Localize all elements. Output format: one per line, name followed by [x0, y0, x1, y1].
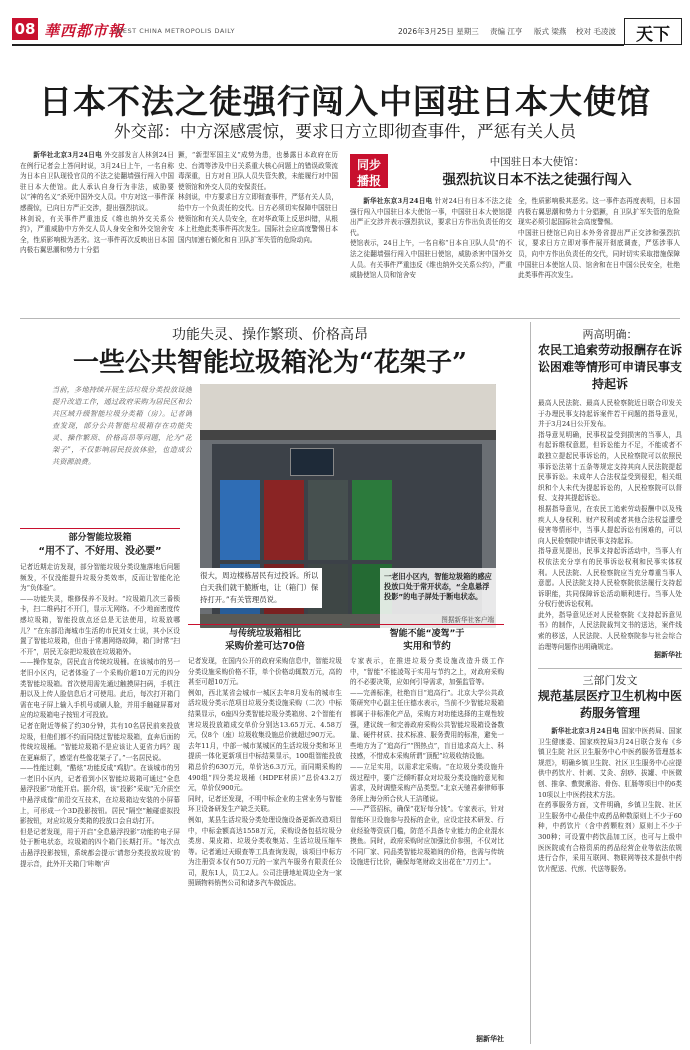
- proof-credit: 校对 毛凌波: [576, 27, 616, 36]
- title-tcm: 规范基层医疗卫生机构中医药服务管理: [538, 689, 683, 720]
- sec2-body: [188, 656, 342, 1044]
- divider: [538, 668, 682, 669]
- summary-text: 当前，多地持续开展生活垃圾分类投放设施提升改造工作，通过政府采购为居民区和公共区域升级智能垃圾分类箱（房）。记者调查发现，部分公共智能垃圾箱存在功能失灵、操作繁琐、价格高昂等问题，沦为“花架子”，不仅影响居民投放体验，也造成公共资源浪费。: [52, 385, 192, 466]
- editor-credit: 责编 江亨: [490, 27, 523, 36]
- designer-credit: 版式 梁燕: [534, 27, 567, 36]
- story1-column-1: [20, 150, 174, 310]
- body-text: 记者发现，在国内公开的政府采购信息中，智能垃圾分类设施采购价格不菲，单个价格动辄数万元，高的甚至可超10万元。 例如，西北某省会城市一城区去年8月发布的城市生活垃圾分类示范项目垃圾分类设施采购（二次）中标结果显示，6座四分类智能垃圾分类箱房、2个智能有害垃圾投放箱成交单价分别达13.65万元、4.58万元，仅8个（座）垃圾收集设施总价就超过90万元。 去年11月，中部一城市某城区的生活垃圾分类和环卫提质一体化更新项目中标结果显示，100组智能投放箱总价约630万元，单价达6.3万元，而同期采购的490组“四分类垃圾桶（HDPE材质）”总价43.2万元，单价仅900元。 同时，记者还发现，不明中标企业的主营业务与智能环卫设备研发生产缺乏关联。 例如，某县生活垃圾分类处理设施设备更新改造项目中，中标金额高达1558万元，采购设备包括垃圾分类房、果皮箱、垃圾分类收集站、生活垃圾压缩车等。记者通过天眼查等工具查询发现，该项目中标方为注册资本仅有50万元的一家汽车服务有限责任公司，股东1人，员工2人。公司注册地址周边全为一家照顾物料销售公司和诸多汽车做饭店。: [188, 657, 342, 888]
- bin-screen: [290, 448, 334, 476]
- dateline: 新华社东京3月24日电: [363, 197, 433, 205]
- body-text: 专家表示，在推进垃圾分类设施改造升级工作中，“智能”不能凌驾于实用与节约之上，对政府采购的不必要决策，应如何引导需求，加强监管等。 ——完善标准，杜绝盲目“追高行”。北京大学公共政策研究中心副主任庄德水表示，当前不少智能垃圾箱都属于非标准化产品，采购方对功能选择的主观性较强，建议统一和完善政府采购公共智能垃圾箱设备数量、硬件材质、技术标准、服务费用的标准，避免一些地方为了“追高行”“图热点”，盲目追求高大上、科技感，不惜成本采购所谓“顶配”垃圾收纳设施。 ——立足实用，以需求定采购。“在垃圾分类设施升级过程中，要广泛倾听群众对垃圾分类设施的意见和需求，及时调整采购产品类型。”北京天驰君泰律师事务所上海分所合伙人王洁瑾说。 ——严管招标，确保“花好每分钱”。专家表示，针对智能环卫设施参与投标的企业，应设定技术研发、行业经验等资质门槛，防范不具备专业能力的企业混水摸鱼。同时，政府采购时应加强比价参照，不仅对比不同厂家、同品类智能垃圾箱间的价格，也需与传统设施进行比价，确保每笔财政支出花在“刀刃上”。: [350, 657, 504, 867]
- story-tcm: [534, 670, 686, 1046]
- sec2-label: 与传统垃圾箱相比: [228, 629, 301, 639]
- sec3-body: [350, 656, 504, 1032]
- tag-line-2: 播报: [356, 174, 381, 188]
- divider: [20, 318, 680, 319]
- dateline: 新华社北京3月24日电: [33, 151, 102, 159]
- newspaper-logo: 華西都市報: [44, 22, 125, 40]
- body-text: 獗，“新型军国主义”成势为患，也暴露日本政府在历史、台湾等涉及中日关系重大核心问题上的错误政策流毒深重，日方对自卫队人员失管失教，未能履行对中国使领馆和外交人员的安保责任。 林剑说，中方要求日方立即彻查事件，严惩有关人员，给中方一个负责任的交代。日方必须切实保障中国驻日使领馆和有关人员安全，在对华政策上反思纠错，从根本上杜绝此类事件再次发生。国际社会应高度警惕日本国内加速右倾化和自卫队扩军失管的危险动向。: [178, 151, 338, 244]
- headline-trash: 一些公共智能垃圾箱沦为“花架子”: [73, 348, 467, 378]
- photo-roof: [200, 430, 496, 440]
- page-number: 08: [14, 20, 36, 38]
- bin-panel: [220, 480, 260, 560]
- credit-end: 据新华社: [476, 1035, 504, 1043]
- photo-caption: 一老旧小区内，智能垃圾箱的感应投放口处于常开状态，“全息悬浮投影”的电子屏处于断电状态。: [384, 572, 492, 601]
- sec1-body: [20, 562, 180, 1044]
- photo-credit: 图据新华社客户端: [441, 616, 494, 624]
- dateline: 新华社北京3月24日电: [551, 727, 620, 735]
- box-title: 强烈抗议日本不法之徒强行闯入: [442, 172, 632, 188]
- credit-civil: 据新华社: [654, 651, 682, 659]
- body-civil: [538, 398, 682, 650]
- subhead-embassy: 外交部：中方深感震惊，要求日方立即彻查事件，严惩有关人员: [114, 122, 576, 141]
- sec1-title: “用不了、不好用、没必要”: [38, 546, 162, 557]
- kicker-civil: 两高明确：: [582, 328, 638, 341]
- sec3-title: 实用和节约: [403, 641, 451, 652]
- sec1-label: 部分智能垃圾箱: [68, 533, 132, 543]
- body-text: 针对24日有日本不法之徒强行闯入中国驻日本大使馆一事，中国驻日本大使馆提出严正交涉并表示强烈抗议，要求日方作出负责任的交代。 使馆表示，24日上午，一名自称“日本自卫队人员”的不法之徒翻墙强行闯入中国驻日使馆，威胁杀害中国外交人员。有关事件严重违反《维也纳外交关系公约》，严重威胁使馆人员和馆舍安: [350, 197, 512, 280]
- photo-wall: [200, 384, 496, 430]
- title-civil: 农民工追索劳动报酬存在诉讼困难等情形可申请民事支持起诉: [538, 343, 683, 391]
- story-trash-bins: [0, 320, 530, 1050]
- sec3-label: 智能不能“凌驾”于: [389, 629, 465, 639]
- body-text: 全，性质影响极其恶劣。这一事件态再度表明，日本国内极右翼思潮和势力十分猖獗，自卫队扩军失管的危险现实必须引起国际社会高度警惕。 中国驻日使馆已向日本外务省提出严正交涉和强烈抗议，要求日方立即对事件展开彻底调查，严惩涉事人员，向中方作出负责任的交代，同时切实采取措施保障中国驻日本使馆人员、馆舍和在日中国公民安全，杜绝此类事件再次发生。: [518, 197, 680, 280]
- body-text: 外交部发言人林剑24日在例行记者会上答问时说，3月24日上午，一名自称为日本自卫队现役官员的不法之徒翻墙强行闯入中国驻日本大使馆。此人承认自身行为非法，威胁要以“神的名义”杀死中国外交人员。中方对这一事件深感震惊，已向日方严正交涉，提出强烈抗议。 林剑说，有关事件严重违反《维也纳外交关系公约》，严重威胁中方外交人员人身安全和外交馆舍安全，性质影响极为恶劣。这一事件再次反映出日本国内极右翼思潮和势力十分猖: [20, 151, 174, 255]
- section-name: 天下: [636, 25, 670, 45]
- issue-date: 2026年3月25日 星期三: [398, 27, 479, 36]
- body-text: 最高人民法院、最高人民检察院近日联合印发关于办理民事支持起诉案件若干问题的指导意见，并于3月24日公开发布。 指导意见明确，民事权益受到损害的当事人，具有起诉维权意愿，但诉讼能力不足，不能或者不敢独立提起民事诉讼的，人民检察院可以依照民事诉讼法第十五条等规定支持其向人民法院提起民事诉讼。未成年人合法权益受到侵犯，相关组织和个人未代为提起诉讼的，人民检察院可以督促、支持其提起诉讼。 根据指导意见，在农民工追索劳动报酬中以及残疾人人身权利、财产权利或者其他合法权益遭受侵害等情形中，当事人提起诉讼有困难的，可以向人民检察院申请民事支持起诉。 指导意见提出，民事支持起诉活动中，当事人有权依法充分享有的民事诉讼权利和民事实体权利。人民法院、人民检察院应当充分尊重当事人意愿。人民法院支持人民检察院依法履行支持起诉职能，共同保障诉讼活动顺利进行。当事人处分权行使诉讼权利。 此外，指导意见还对人民检察院《支持起诉意见书》的制作，人民法院裁判文书的送达，案件线索的移送，人民法院、人民检察院参与社会综合治理等问题作出明确规定。: [538, 399, 682, 650]
- story-civil-support: [534, 322, 686, 664]
- body-tcm: [538, 726, 682, 1044]
- story1-column-4: [518, 196, 680, 314]
- masthead: [0, 0, 690, 46]
- body-text: 记者近期走访发现，部分智能垃圾分类设施落地后问题频发，不仅没能提升垃圾分类效率，反而让智能化沦为“负体验”。 ——功能失灵，维修保养不及时。“垃圾箱几次三番锁卡，扫二维码打不开门，显示无网络。不少地面密度传感垃圾箱，智能投放点还总是无法使用，垃圾放哪儿？”在东部沿海城市生活的市民刘女士说，其小区设置了智能垃圾箱，但由于常遇网络故障，箱门时常“扫不开”，居民无奈把垃圾放在垃圾箱外。 ——操作复杂，居民直言传统垃圾桶。在该城市的另一老旧小区内，记者体验了一个采购价超10万元的四分类智能垃圾箱。首次使用需先通过触摸屏扫码，手机注册以及上传人脸信息后才可使用。此后，每次打开箱门需在电子屏上输入手机号或刷人脸，并用手触碰屏幕对应的垃圾箱电子按钮才可投放。 记者在附近等候了约30分钟，共有10名居民前来投放垃圾，但他们都不约而同绕过智能垃圾箱，直奔后面的传统垃圾桶。“智能垃圾箱不是应该让人更省力吗？现在更麻烦了，感觉有些像花架子了。”一名居民说。 ——性能过剩，“酷炫”功能反成“鸡肋”。在该城市的另一老旧小区内，记者看到小区智能垃圾箱可通过“全息悬浮投影”功能开启。据介绍，该“投影”采取“无介质空中悬浮成像”前沿交互技术，在垃圾箱边安装的小屏幕上，可形成一个3D投影按钮。居民“隔空”触碰虚拟投影按钮，对应垃圾分类箱的投放口会自动打开。 但是记者发现，用于开启“全息悬浮投影”功能的电子屏处于断电状态，垃圾箱的四个箱门长期打开。“每次点击悬浮投影按钮，系统都会提示‘请您分类投放垃圾’的提示音，此外开关箱门‘咔嚓’声: [20, 563, 180, 868]
- photo-overlay-text: 很大，周边楼栋居民有过投诉。所以白天我们就干脆断电，让（箱门）保持打开。”有关管理员说。: [198, 568, 322, 608]
- tag-line-1: 同步: [356, 158, 381, 172]
- sec2-title: 采购价差可达70倍: [225, 641, 305, 652]
- bin-panel: [352, 480, 392, 560]
- kicker-trash: 功能失灵、操作繁琐、价格高昂: [172, 327, 368, 343]
- story1-column-3: [350, 196, 512, 314]
- headline-embassy: 日本不法之徒强行闯入中国驻日本大使馆: [39, 82, 651, 121]
- masthead-rule: [12, 44, 624, 46]
- body-text: 国家中医药局、国家卫生健康委、国家疾控局3月24日联合发布《乡镇卫生院 社区卫生服务中心中医药服务管理基本规范》，明确乡镇卫生院、社区卫生服务中心应提供中药饮片、针刺、艾灸、刮痧、拔罐、中医微创、推拿、敷熨熏浴、骨伤、肛肠等项目中的6类10项以上中医药技术方法。 在药事服务方面，文件明确，乡镇卫生院、社区卫生服务中心最佳中成药品种数原则上不少于60种，中药饮片（含中药颗粒剂）原则上不少于300种；可设置中药饮品加工区，也可与上级中医医院或有合格资质的药品经营企业等依法依规进行合作，采用互联网、物联网等技术提供中药饮片配送、代煎、代送等服务。: [538, 727, 682, 873]
- box-kicker: 中国驻日本大使馆：: [489, 156, 585, 168]
- bin-panel: [264, 480, 304, 560]
- kicker-tcm: 三部门发文: [582, 674, 638, 687]
- divider: [530, 322, 531, 1044]
- story1-column-2: [178, 150, 338, 310]
- story-embassy: [0, 50, 690, 318]
- bin-panel: [308, 480, 348, 560]
- newspaper-logo-en: WEST CHINA METROPOLIS DAILY: [116, 27, 235, 35]
